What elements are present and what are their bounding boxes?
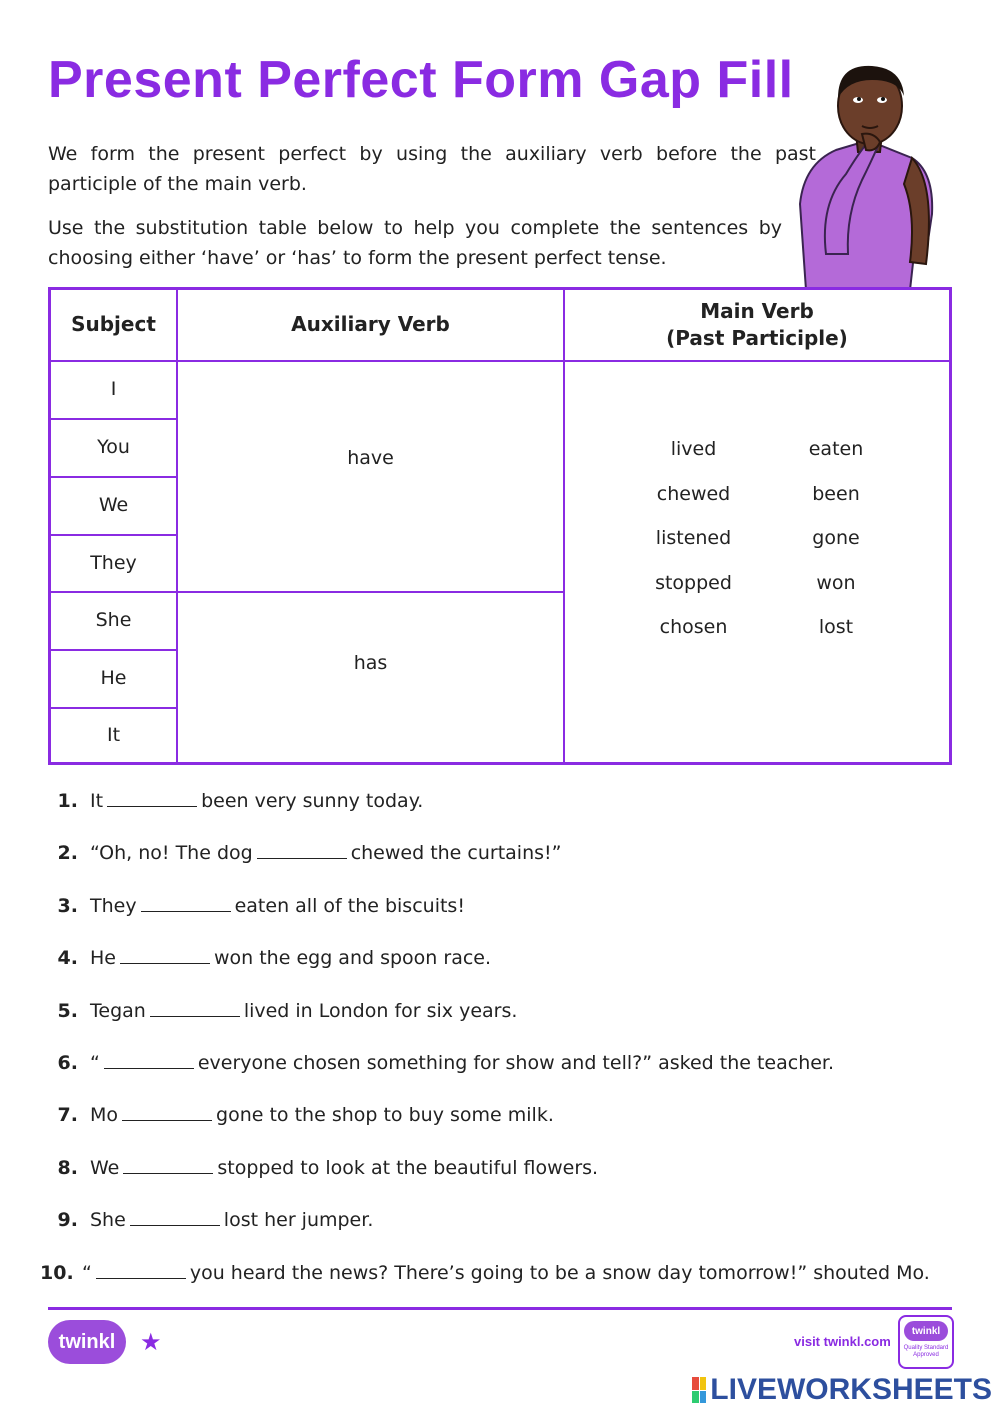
question-number: 5. (57, 1000, 78, 1022)
question-text-after: been very sunny today. (201, 790, 424, 812)
badge-logo: twinkl (904, 1321, 948, 1341)
page-title: Present Perfect Form Gap Fill (48, 51, 794, 109)
participle-word: lived (670, 438, 717, 460)
liveworksheets-logo (692, 1374, 992, 1406)
question-text-before: Tegan (90, 1000, 146, 1022)
auxiliary-has: has (353, 652, 388, 674)
question-text-after: you heard the news? There’s going to be a snow day tomorrow!” shouted Mo. (189, 1262, 930, 1284)
table-divider (51, 360, 949, 362)
question-text-before: He (90, 947, 116, 969)
question-number: 7. (57, 1104, 78, 1126)
subject-cell: I (110, 378, 117, 400)
question-item (48, 1052, 834, 1084)
question-text-after: everyone chosen something for show and tell?” asked the teacher. (197, 1052, 835, 1074)
question-number: 6. (57, 1052, 78, 1074)
visit-link[interactable]: visit twinkl.com (794, 1334, 891, 1349)
question-text-after: lost her jumper. (223, 1209, 374, 1231)
participle-word: listened (655, 527, 732, 549)
question-item (48, 895, 465, 927)
participle-word: stopped (655, 572, 732, 594)
answer-blank[interactable] (96, 1265, 186, 1279)
answer-blank[interactable] (141, 898, 231, 912)
answer-blank[interactable] (107, 793, 197, 807)
participle-word: won (816, 572, 856, 594)
question-number: 2. (57, 842, 78, 864)
participle-word: been (812, 483, 860, 505)
participle-word: chosen (659, 616, 728, 638)
question-number: 10. (40, 1262, 74, 1284)
question-text-before: Mo (90, 1104, 119, 1126)
subject-cell: We (98, 494, 129, 516)
question-text-after: lived in London for six years. (243, 1000, 518, 1022)
question-text-before: It (90, 790, 104, 812)
table-divider (51, 649, 177, 651)
badge-text: Quality Standard Approved (903, 1345, 949, 1358)
question-item (40, 1262, 930, 1294)
thinking-boy-illustration (786, 54, 946, 290)
star-icon: ★ (140, 1328, 162, 1356)
answer-blank[interactable] (120, 950, 210, 964)
question-item (48, 842, 562, 874)
intro-paragraph-2-line-1: Use the substitution table below to help you complete the sentences by (48, 217, 782, 239)
question-text-before: They (90, 895, 137, 917)
table-divider (51, 476, 177, 478)
participle-word: gone (812, 527, 860, 549)
participle-word: eaten (808, 438, 864, 460)
question-text-before: She (90, 1209, 126, 1231)
question-number: 1. (57, 790, 78, 812)
subject-cell: He (100, 667, 127, 689)
table-divider (51, 591, 565, 593)
table-divider (51, 707, 177, 709)
substitution-table (48, 287, 952, 765)
question-item (48, 1209, 373, 1241)
question-number: 8. (57, 1157, 78, 1179)
question-item (48, 1000, 517, 1032)
header-auxiliary-verb: Auxiliary Verb (291, 312, 450, 336)
question-number: 4. (57, 947, 78, 969)
intro-paragraph-1: We form the present perfect by using the auxiliary verb before the past participle of the main verb. (48, 143, 816, 195)
table-divider (51, 534, 177, 536)
table-divider (51, 418, 177, 420)
question-item (48, 1157, 598, 1189)
liveworksheets-icon (692, 1377, 706, 1403)
liveworksheets-wordmark: LIVEWORKSHEETS (710, 1373, 992, 1406)
intro-paragraph-2-line-2: choosing either ‘have’ or ‘has’ to form the present perfect tense. (48, 247, 667, 269)
subject-cell: She (95, 609, 132, 631)
question-text-after: won the egg and spoon race. (213, 947, 492, 969)
intro-paragraph-2 (48, 213, 782, 273)
header-subject: Subject (71, 312, 156, 336)
question-item (48, 1104, 554, 1136)
header-main-verb: Main Verb (700, 299, 814, 323)
question-text-before: We (90, 1157, 120, 1179)
question-text-after: eaten all of the biscuits! (234, 895, 465, 917)
question-number: 3. (57, 895, 78, 917)
answer-blank[interactable] (123, 1160, 213, 1174)
participle-word: lost (818, 616, 854, 638)
subject-cell: You (97, 436, 130, 458)
question-text-after: chewed the curtains!” (350, 842, 562, 864)
question-item (48, 947, 491, 979)
question-text-after: gone to the shop to buy some milk. (216, 1104, 554, 1126)
subject-cell: It (106, 724, 121, 746)
question-text-before: “ (82, 1262, 92, 1284)
subject-cell: They (90, 552, 137, 574)
question-item (48, 790, 423, 822)
question-text-after: stopped to look at the beautiful flowers. (217, 1157, 599, 1179)
answer-blank[interactable] (130, 1212, 220, 1226)
question-text-before: “ (90, 1052, 100, 1074)
participle-word: chewed (656, 483, 731, 505)
quality-badge (898, 1315, 954, 1369)
answer-blank[interactable] (122, 1107, 212, 1121)
question-number: 9. (57, 1209, 78, 1231)
answer-blank[interactable] (257, 845, 347, 859)
header-past-participle: (Past Participle) (666, 326, 848, 350)
question-text-before: “Oh, no! The dog (90, 842, 253, 864)
footer-divider (48, 1307, 952, 1310)
answer-blank[interactable] (150, 1003, 240, 1017)
twinkl-logo: twinkl (48, 1320, 126, 1364)
answer-blank[interactable] (104, 1055, 194, 1069)
auxiliary-have: have (347, 447, 394, 469)
